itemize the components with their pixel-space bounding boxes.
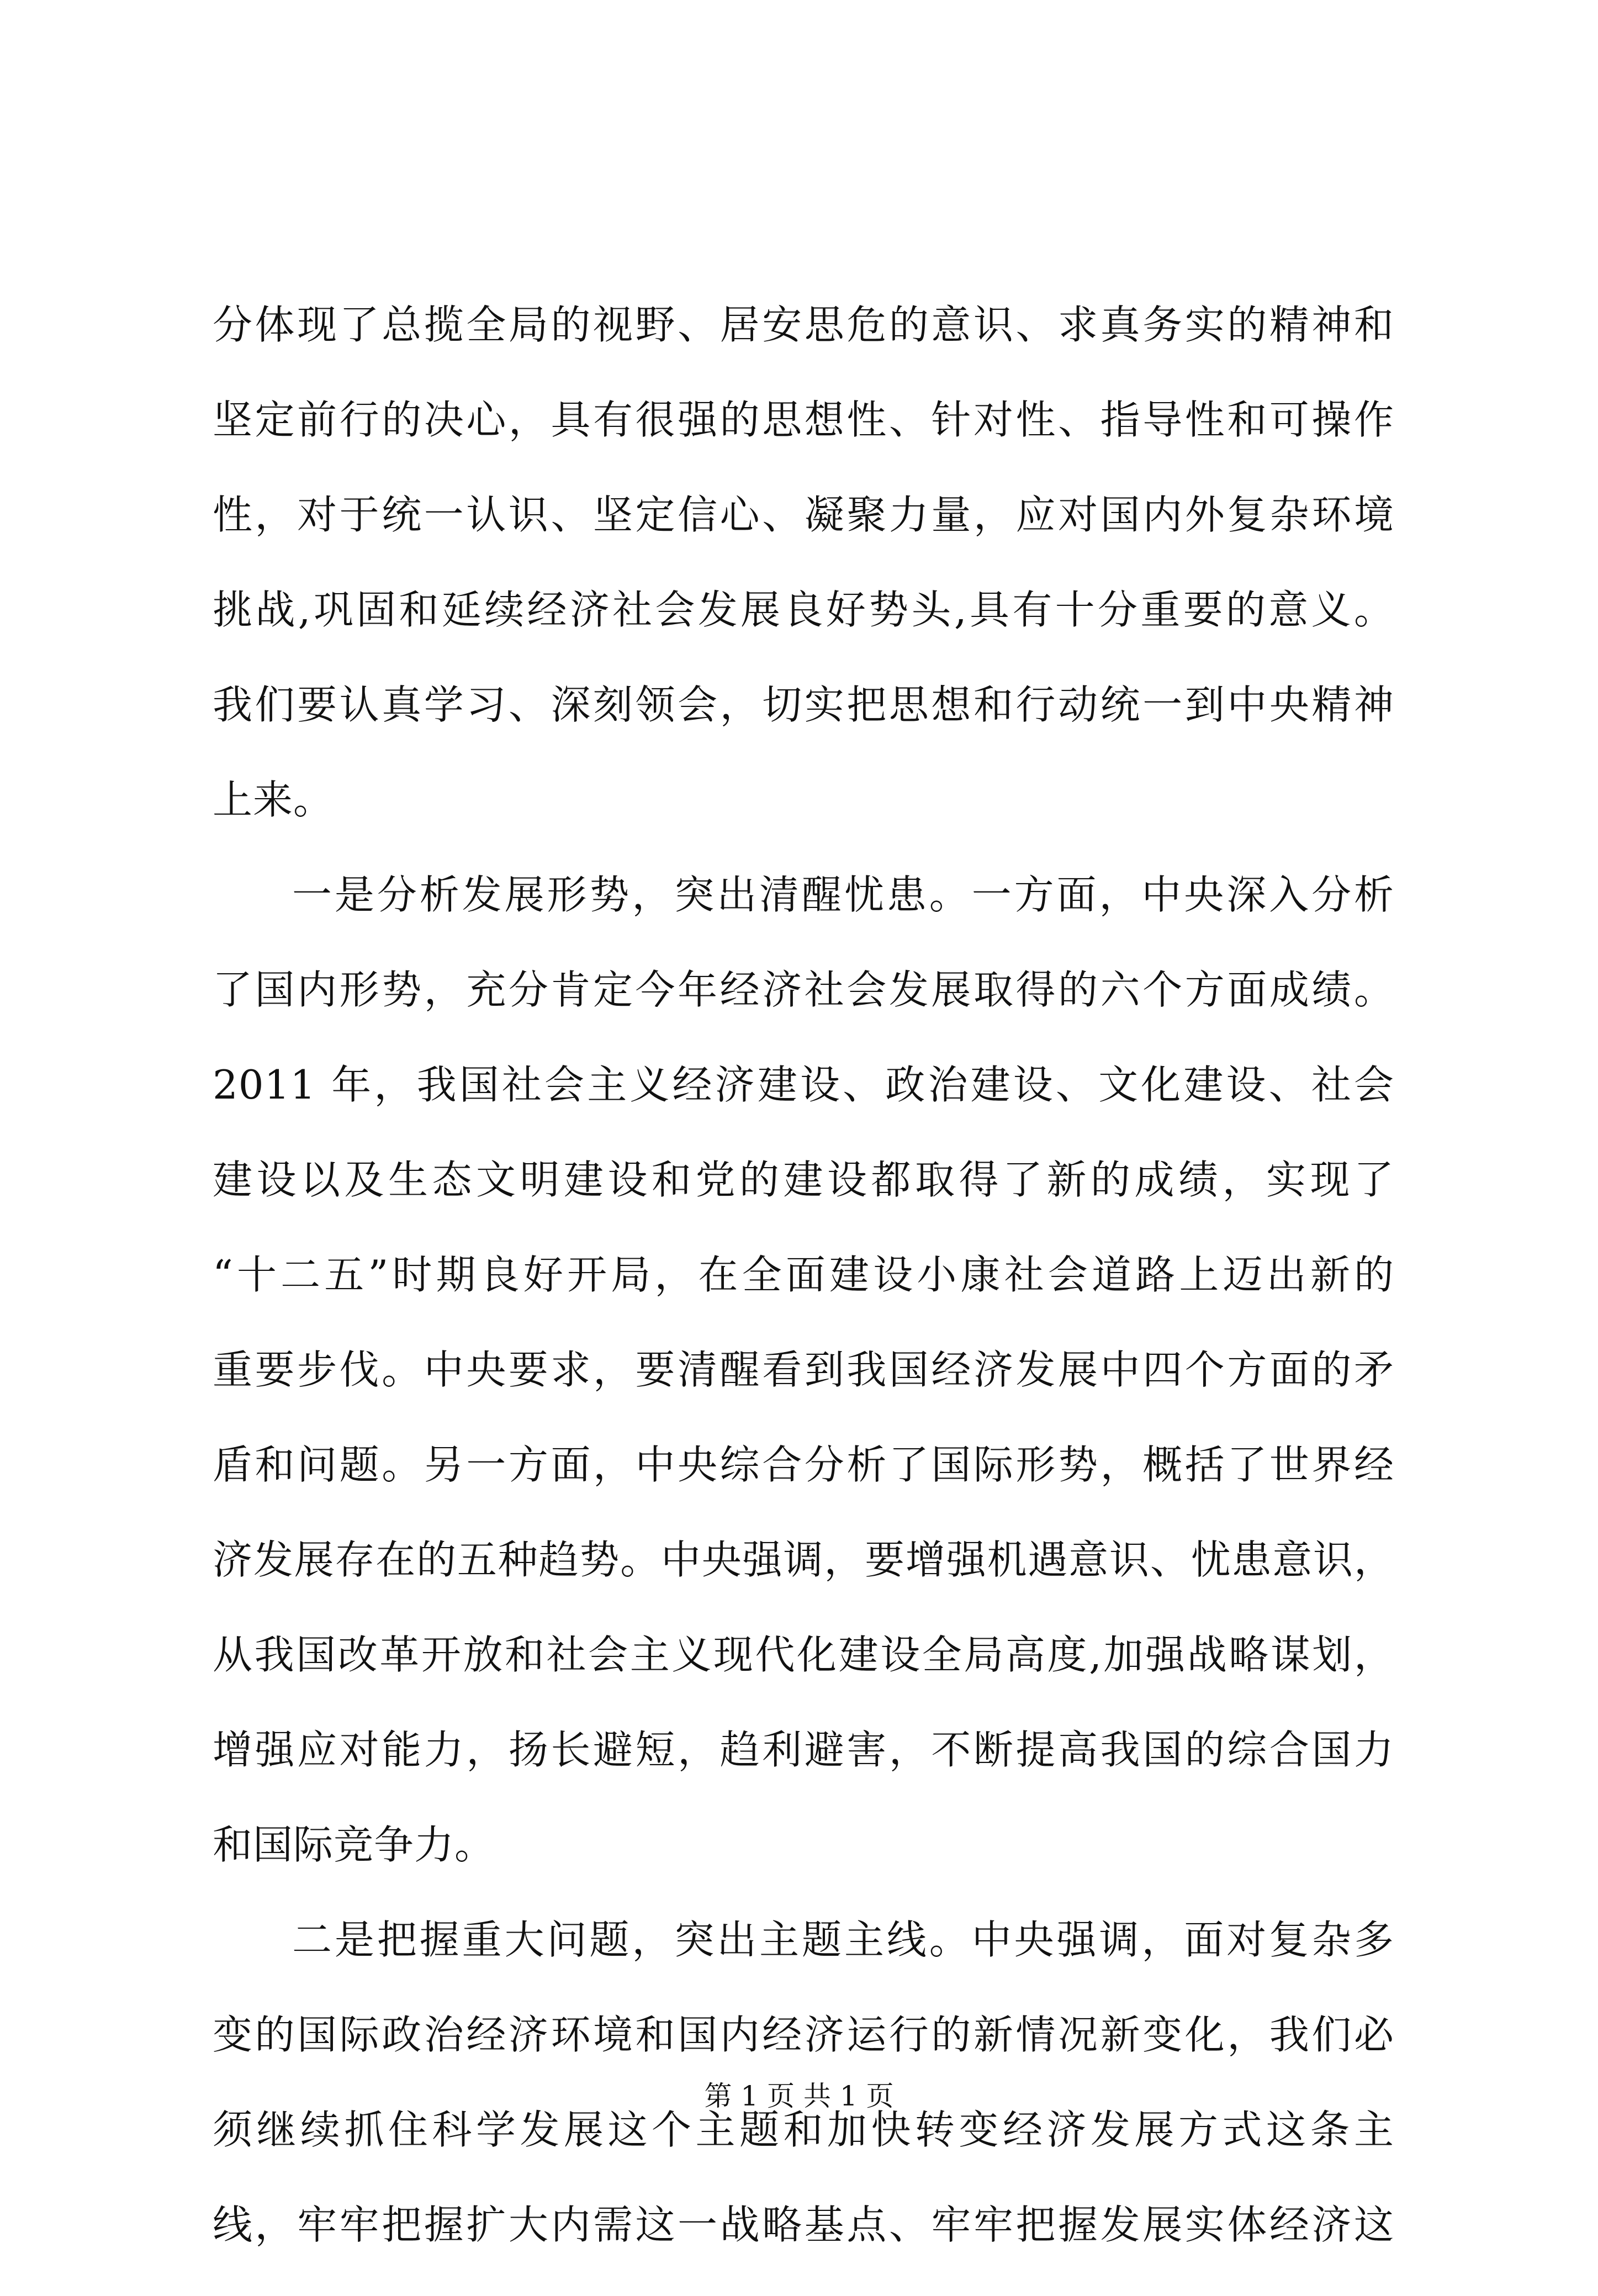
paragraph-start-line: 一是分析发展形势，突出清醒忧患。一方面，中央深入分析 xyxy=(292,872,1394,918)
text-line: 和国际竞争力。 xyxy=(213,1822,495,1868)
text-line: “十二五”时期良好开局，在全面建设小康社会道路上迈出新的 xyxy=(213,1252,1394,1298)
text-line: 重要步伐。中央要求，要清醒看到我国经济发展中四个方面的矛 xyxy=(213,1347,1394,1393)
document-body xyxy=(213,301,1394,2296)
text-line: 从我国改革开放和社会主义现代化建设全局高度,加强战略谋划， xyxy=(213,1632,1394,1678)
text-line: 建设以及生态文明建设和党的建设都取得了新的成绩，实现了 xyxy=(213,1157,1394,1203)
text-line: 线，牢牢把握扩大内需这一战略基点、牢牢把握发展实体经济这 xyxy=(213,2202,1394,2248)
text-line: 我们要认真学习、深刻领会，切实把思想和行动统一到中央精神 xyxy=(213,682,1394,728)
page-footer: 第 1 页 共 1 页 xyxy=(704,2080,894,2112)
text-line: 上来。 xyxy=(213,777,334,823)
text-line: 挑战,巩固和延续经济社会发展良好势头,具有十分重要的意义。 xyxy=(213,587,1394,633)
paragraph-start-line: 二是把握重大问题，突出主题主线。中央强调，面对复杂多 xyxy=(292,1917,1394,1963)
text-line: 盾和问题。另一方面，中央综合分析了国际形势，概括了世界经 xyxy=(213,1442,1394,1488)
text-line: 济发展存在的五种趋势。中央强调，要增强机遇意识、忧患意识， xyxy=(213,1537,1394,1583)
text-line: 增强应对能力，扬长避短，趋利避害，不断提高我国的综合国力 xyxy=(213,1727,1394,1773)
text-line: 了国内形势，充分肯定今年经济社会发展取得的六个方面成绩。 xyxy=(213,967,1394,1013)
text-line: 须继续抓住科学发展这个主题和加快转变经济发展方式这条主 xyxy=(213,2107,1394,2153)
text-line: 性，对于统一认识、坚定信心、凝聚力量，应对国内外复杂环境 xyxy=(213,492,1394,538)
text-line: 变的国际政治经济环境和国内经济运行的新情况新变化，我们必 xyxy=(213,2012,1394,2058)
text-line: 坚定前行的决心，具有很强的思想性、针对性、指导性和可操作 xyxy=(213,397,1394,443)
text-line: 分体现了总揽全局的视野、居安思危的意识、求真务实的精神和 xyxy=(213,302,1394,348)
text-line: 2011 年，我国社会主义经济建设、政治建设、文化建设、社会 xyxy=(213,1062,1394,1108)
